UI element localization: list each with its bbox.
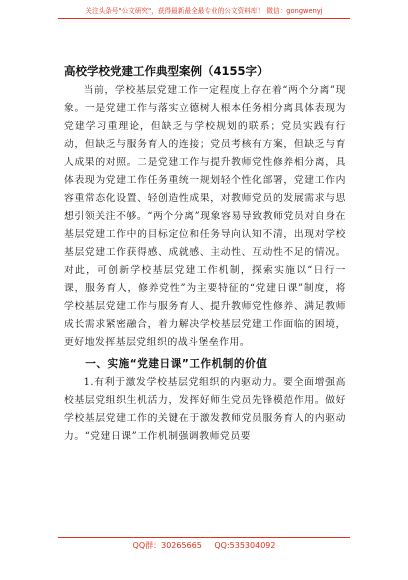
paragraph: 1.有利于激发学校基层党组织的内驱动力。要全面增强高校基层党组织生机活力，发挥好师生党员先锋模范作用。做好学校基层党建工作的关键在于激发教师党员服务育人的内驱动力。“党建日课”工作机制强调教师党员要 (64, 377, 346, 442)
top-banner: 关注头条号"公文研究"，获得最新最全最专业的公文资料库！ 微信：gongwenyj (85, 7, 323, 15)
footer-qq: QQ:535304092 (214, 541, 276, 550)
footer-qq-group: QQ群：30265665 (132, 541, 202, 550)
document-body (64, 82, 346, 446)
footer (0, 540, 408, 551)
footer-divider (58, 537, 350, 538)
page-title: 高校学校党建工作典型案例（4155字） (64, 64, 269, 78)
header-divider (58, 18, 350, 19)
paragraph: 当前，学校基层党建工作一定程度上存在着“两个分离”现象。一是党建工作与落实立德树人根本任务相分离具体表现为党建学习重理论，但缺乏与学校规划的联系；党员实践有行动，但缺乏与服务育人的连接；党员考核有方案，但缺乏与育人成果的对照。二是党建工作与提升教师党性修养相分离，具体表现为党建工作任务重统一规划轻个性化部署，党建工作内容重常态化设置、轻创造性成果，对教师党员的发展需求与思想引领关注不够。“两个分离”现象容易导致教师党员对自身在基层党建工作中的目标定位和任务导向认知不清，出现对学校基层党建工作获得感、成就感、主动性、互动性不足的情况。对此，可创新学校基层党建工作机制，探索实施以“日行一课，服务育人，修养党性”为主要特征的“党建日课”制度，将学校基层党建工作与服务育人、提升教师党性修养、满足教师成长需求紧密融合，着力解决学校基层党建工作面临的困境，更好地发挥基层党组织的战斗堡垒作用。 (64, 85, 346, 348)
section-heading: 一、实施“党建日课”工作机制的价值 (85, 358, 268, 370)
